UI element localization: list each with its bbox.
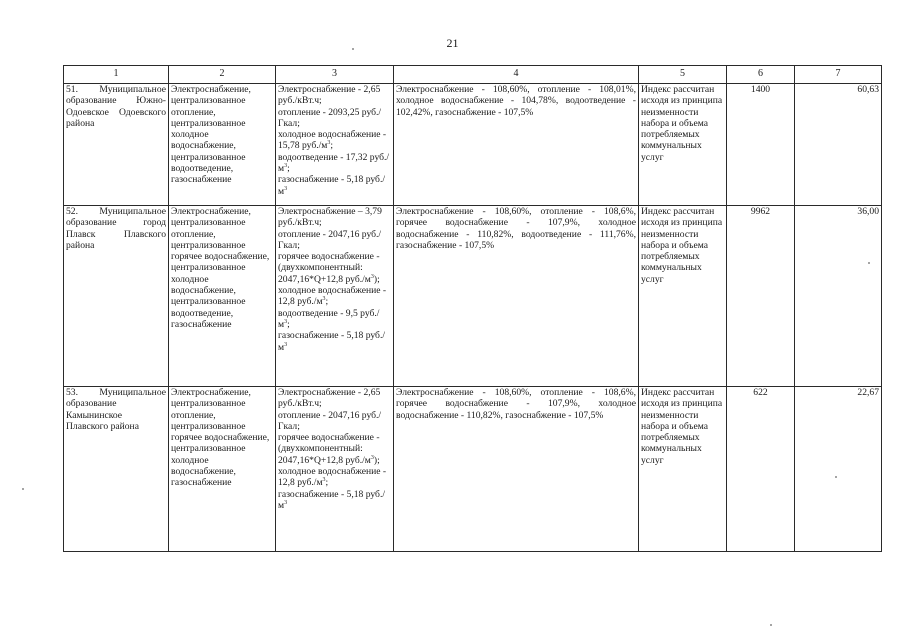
tariff-text: холодное водоснабжение - 15,78 руб./м bbox=[278, 129, 387, 152]
unit-superscript: 3 bbox=[370, 273, 374, 280]
unit-superscript: 3 bbox=[370, 454, 374, 461]
tariff-line bbox=[278, 251, 391, 285]
tariff-text: Электроснабжение - 2,65 руб./кВт.ч; bbox=[278, 84, 381, 107]
tariff-line bbox=[278, 410, 391, 433]
column-number-row bbox=[64, 66, 882, 84]
indices-cell bbox=[394, 206, 639, 387]
col6-cell bbox=[727, 387, 795, 552]
tariff-text: отопление - 2093,25 руб./Гкал; bbox=[278, 106, 382, 129]
tariffs-cell bbox=[276, 206, 394, 387]
tariff-line bbox=[278, 330, 391, 353]
municipality-cell bbox=[64, 387, 169, 552]
municipality-cell bbox=[64, 84, 169, 206]
col6-value: 1400 bbox=[750, 84, 771, 95]
page-number: 21 bbox=[446, 36, 459, 50]
col6-cell bbox=[727, 84, 795, 206]
row-index: 52. bbox=[66, 206, 78, 217]
column-number: 4 bbox=[394, 66, 639, 84]
tariff-text: Электроснабжение - 2,65 руб./кВт.ч; bbox=[278, 387, 381, 410]
tariffs-cell bbox=[276, 84, 394, 206]
tariff-text: ); bbox=[373, 454, 380, 466]
tariff-text: холодное водоснабжение - 12,8 руб./м bbox=[278, 466, 387, 489]
services-cell bbox=[169, 84, 276, 206]
column-number: 1 bbox=[64, 66, 169, 84]
tariff-text: ; bbox=[287, 318, 290, 330]
scan-speck bbox=[868, 262, 870, 264]
unit-superscript: 3 bbox=[284, 341, 288, 348]
tariff-text: Электроснабжение – 3,79 руб./кВт.ч; bbox=[278, 206, 382, 229]
tariff-text: ); bbox=[373, 273, 380, 285]
unit-superscript: 3 bbox=[322, 296, 326, 303]
tariff-line bbox=[278, 84, 391, 107]
note-text: Индекс рассчитан исходя из принципа неизменности набора и объема потребляемых коммунальных услуг bbox=[641, 206, 723, 285]
unit-superscript: 3 bbox=[284, 499, 288, 506]
col7-value: 36,00 bbox=[857, 206, 879, 217]
note-text: Индекс рассчитан исходя из принципа неизменности набора и объема потребляемых коммунальных услуг bbox=[641, 387, 723, 466]
tariff-line bbox=[278, 432, 391, 466]
col7-value: 22,67 bbox=[857, 387, 879, 398]
tariff-text: газоснабжение - 5,18 руб./м bbox=[278, 330, 386, 353]
scan-speck bbox=[835, 476, 837, 478]
col6-value: 9962 bbox=[750, 206, 771, 217]
note-cell bbox=[639, 84, 727, 206]
col7-cell bbox=[795, 387, 882, 552]
col6-cell bbox=[727, 206, 795, 387]
tariff-text: водоотведение - 9,5 руб./м bbox=[278, 307, 380, 330]
municipality-name: Муниципальное образование город Плавск Плавского района bbox=[66, 206, 166, 251]
note-text: Индекс рассчитан исходя из принципа неизменности набора и объема потребляемых коммунальных услуг bbox=[641, 84, 723, 163]
tariff-line bbox=[278, 129, 391, 174]
tariff-text: ; водоотведение - 17,32 руб./м bbox=[278, 140, 390, 175]
tariff-text: отопление - 2047,16 руб./Гкал; bbox=[278, 228, 382, 251]
scan-speck bbox=[770, 624, 772, 626]
indices-text: Электроснабжение - 108,60%, отопление - 108,01%, холодное водоснабжение - 104,78%, водоотведение - 102,42%, газоснабжение - 107,5% bbox=[396, 84, 636, 118]
indices-cell bbox=[394, 387, 639, 552]
tariff-text: газоснабжение - 5,18 руб./м bbox=[278, 174, 386, 197]
tariff-line bbox=[278, 387, 391, 410]
column-number: 6 bbox=[727, 66, 795, 84]
table-row bbox=[64, 84, 882, 206]
tariff-text: ; bbox=[325, 296, 329, 308]
tariff-text: холодное водоснабжение - 12,8 руб./м bbox=[278, 285, 387, 308]
municipality-name: Муниципальное образование Камынинское Плавского района bbox=[66, 387, 166, 432]
unit-superscript: 3 bbox=[284, 318, 288, 325]
indices-text: Электроснабжение - 108,60%, отопление - 108,6%, горячее водоснабжение - 107,9%, холодное водоснабжение - 110,82%, газоснабжение - 107,5% bbox=[396, 387, 636, 421]
unit-superscript: 3 bbox=[327, 140, 331, 147]
column-number: 5 bbox=[639, 66, 727, 84]
tariff-text: отопление - 2047,16 руб./Гкал; bbox=[278, 409, 382, 432]
column-number: 3 bbox=[276, 66, 394, 84]
tariff-text: горячее водоснабжение - (двухкомпонентный: 2047,16*Q+12,8 руб./м bbox=[278, 251, 380, 285]
table-row bbox=[64, 387, 882, 552]
table-row bbox=[64, 206, 882, 387]
tariff-text: газоснабжение - 5,18 руб./м bbox=[278, 488, 386, 511]
row-index: 51. bbox=[66, 84, 78, 95]
tariff-line bbox=[278, 489, 391, 512]
col7-cell bbox=[795, 84, 882, 206]
tariff-line bbox=[278, 285, 391, 308]
scan-speck bbox=[22, 488, 24, 490]
tariff-line bbox=[278, 229, 391, 252]
tariff-text: горячее водоснабжение - (двухкомпонентный: 2047,16*Q+12,8 руб./м bbox=[278, 432, 380, 466]
tariff-line bbox=[278, 174, 391, 197]
note-cell bbox=[639, 387, 727, 552]
tariff-line bbox=[278, 206, 391, 229]
unit-superscript: 3 bbox=[284, 185, 288, 192]
note-cell bbox=[639, 206, 727, 387]
tariff-text: ; bbox=[325, 477, 329, 489]
column-number: 7 bbox=[795, 66, 882, 84]
unit-superscript: 3 bbox=[322, 477, 326, 484]
services-text: Электроснабжение, централизованное отопление, централизованное холодное водоснабжение, централизованное водоотведение, газоснабжение bbox=[171, 84, 251, 186]
municipality-name: Муниципальное образование Южно-Одоевское Одоевского района bbox=[66, 84, 166, 129]
municipality-cell bbox=[64, 206, 169, 387]
services-text: Электроснабжение, централизованное отопление, централизованное горячее водоснабжение, централизованное холодное водоснабжение, газоснабжение bbox=[171, 387, 270, 489]
tariff-line bbox=[278, 107, 391, 130]
scan-speck bbox=[352, 48, 354, 50]
services-cell bbox=[169, 387, 276, 552]
column-number: 2 bbox=[169, 66, 276, 84]
services-cell bbox=[169, 206, 276, 387]
unit-superscript: 3 bbox=[284, 162, 288, 169]
indices-text: Электроснабжение - 108,60%, отопление - 108,6%, горячее водоснабжение - 107,9%, холодное водоснабжение - 110,82%, водоотведение - 111,76%, газоснабжение - 107,5% bbox=[396, 206, 636, 251]
col7-cell bbox=[795, 206, 882, 387]
indices-cell bbox=[394, 84, 639, 206]
tariff-table bbox=[63, 65, 882, 552]
tariff-text: ; bbox=[287, 163, 290, 175]
col7-value: 60,63 bbox=[857, 84, 879, 95]
tariffs-cell bbox=[276, 387, 394, 552]
services-text: Электроснабжение, централизованное отопление, централизованное горячее водоснабжение, централизованное холодное водоснабжение, централизованное водоотведение, газоснабжение bbox=[171, 206, 270, 330]
tariff-line bbox=[278, 308, 391, 331]
col6-value: 622 bbox=[753, 387, 768, 398]
row-index: 53. bbox=[66, 387, 78, 398]
tariff-line bbox=[278, 466, 391, 489]
